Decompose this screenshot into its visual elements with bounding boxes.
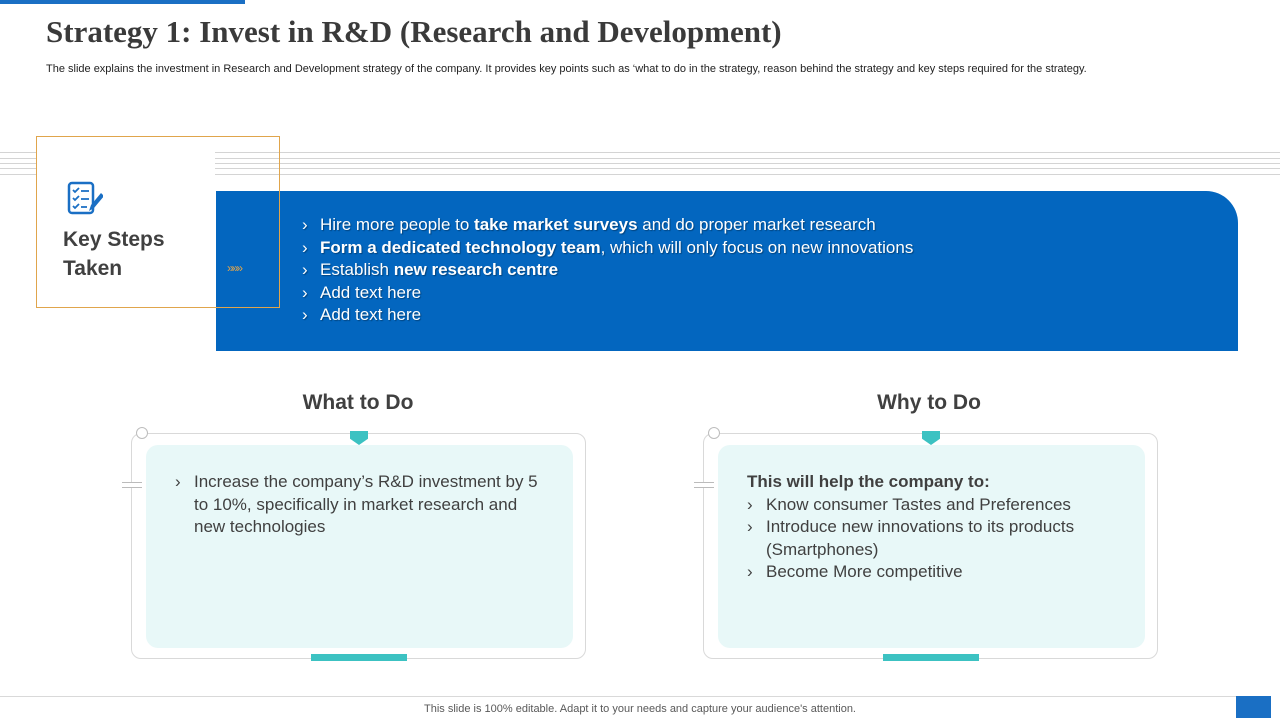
chevron-right-icon: ›: [302, 260, 308, 279]
chevron-right-icon: ›: [302, 305, 308, 324]
card-accent-bar: [883, 654, 979, 661]
chevron-right-icon: ›: [302, 237, 308, 257]
what-to-do-card: [131, 433, 586, 659]
what-to-do-heading: What to Do: [302, 391, 414, 414]
footer-note: This slide is 100% editable. Adapt it to your needs and capture your audience's attention.: [424, 703, 856, 715]
list-item: › Know consumer Tastes and Preferences: [747, 494, 1117, 517]
footer-accent-square: [1236, 696, 1271, 718]
key-steps-box: [36, 136, 280, 308]
chevron-right-icon: ›: [747, 517, 753, 536]
why-to-do-content: [718, 445, 1145, 648]
slide-subtitle: The slide explains the investment in Research and Development strategy of the company. It provides key points such as ‘what to do in the strategy, reason behind the strategy and key steps required for the strategy.: [46, 63, 1087, 75]
key-step-item: › Add text here: [302, 282, 913, 305]
key-step-item: › Form a dedicated technology team, which will only focus on new innovations: [302, 237, 913, 260]
card-marker: [350, 431, 368, 445]
list-item: › Introduce new innovations to its products (Smartphones): [747, 517, 1075, 559]
list-item: › Increase the company’s R&D investment by 5 to 10%, specifically in market research and new technologies: [175, 472, 538, 536]
chevron-right-icon: ›: [175, 472, 181, 491]
card-marker: [922, 431, 940, 445]
why-to-do-heading: Why to Do: [877, 391, 981, 414]
checklist-icon: [67, 181, 103, 220]
why-to-do-card: [703, 433, 1158, 659]
card-dot: [708, 427, 720, 439]
what-to-do-list: [175, 471, 545, 539]
card-tick: [122, 482, 142, 488]
why-to-do-list: [747, 471, 1117, 584]
key-step-item: › Hire more people to take market surveys and do proper market research: [302, 214, 913, 237]
slide-title: Strategy 1: Invest in R&D (Research and Development): [46, 14, 782, 49]
key-step-item: › Add text here: [302, 304, 913, 327]
card-dot: [136, 427, 148, 439]
what-to-do-content: [146, 445, 573, 648]
list-lead: This will help the company to:: [747, 472, 990, 491]
chevron-right-icon: ›: [747, 562, 753, 581]
key-steps-title: Key Steps Taken: [63, 228, 165, 280]
key-steps-panel: [216, 191, 1238, 351]
footer-divider: [0, 696, 1236, 697]
list-item: › Become More competitive: [747, 561, 1117, 584]
chevron-right-icon: ›: [302, 282, 308, 302]
chevrons-icon: »»»: [227, 261, 242, 275]
card-tick: [694, 482, 714, 488]
key-step-item: › Establish new research centre: [302, 259, 913, 282]
chevron-right-icon: ›: [302, 215, 308, 234]
card-accent-bar: [311, 654, 407, 661]
top-accent-bar: [0, 0, 245, 4]
key-steps-list: [302, 214, 913, 327]
chevron-right-icon: ›: [747, 494, 753, 514]
